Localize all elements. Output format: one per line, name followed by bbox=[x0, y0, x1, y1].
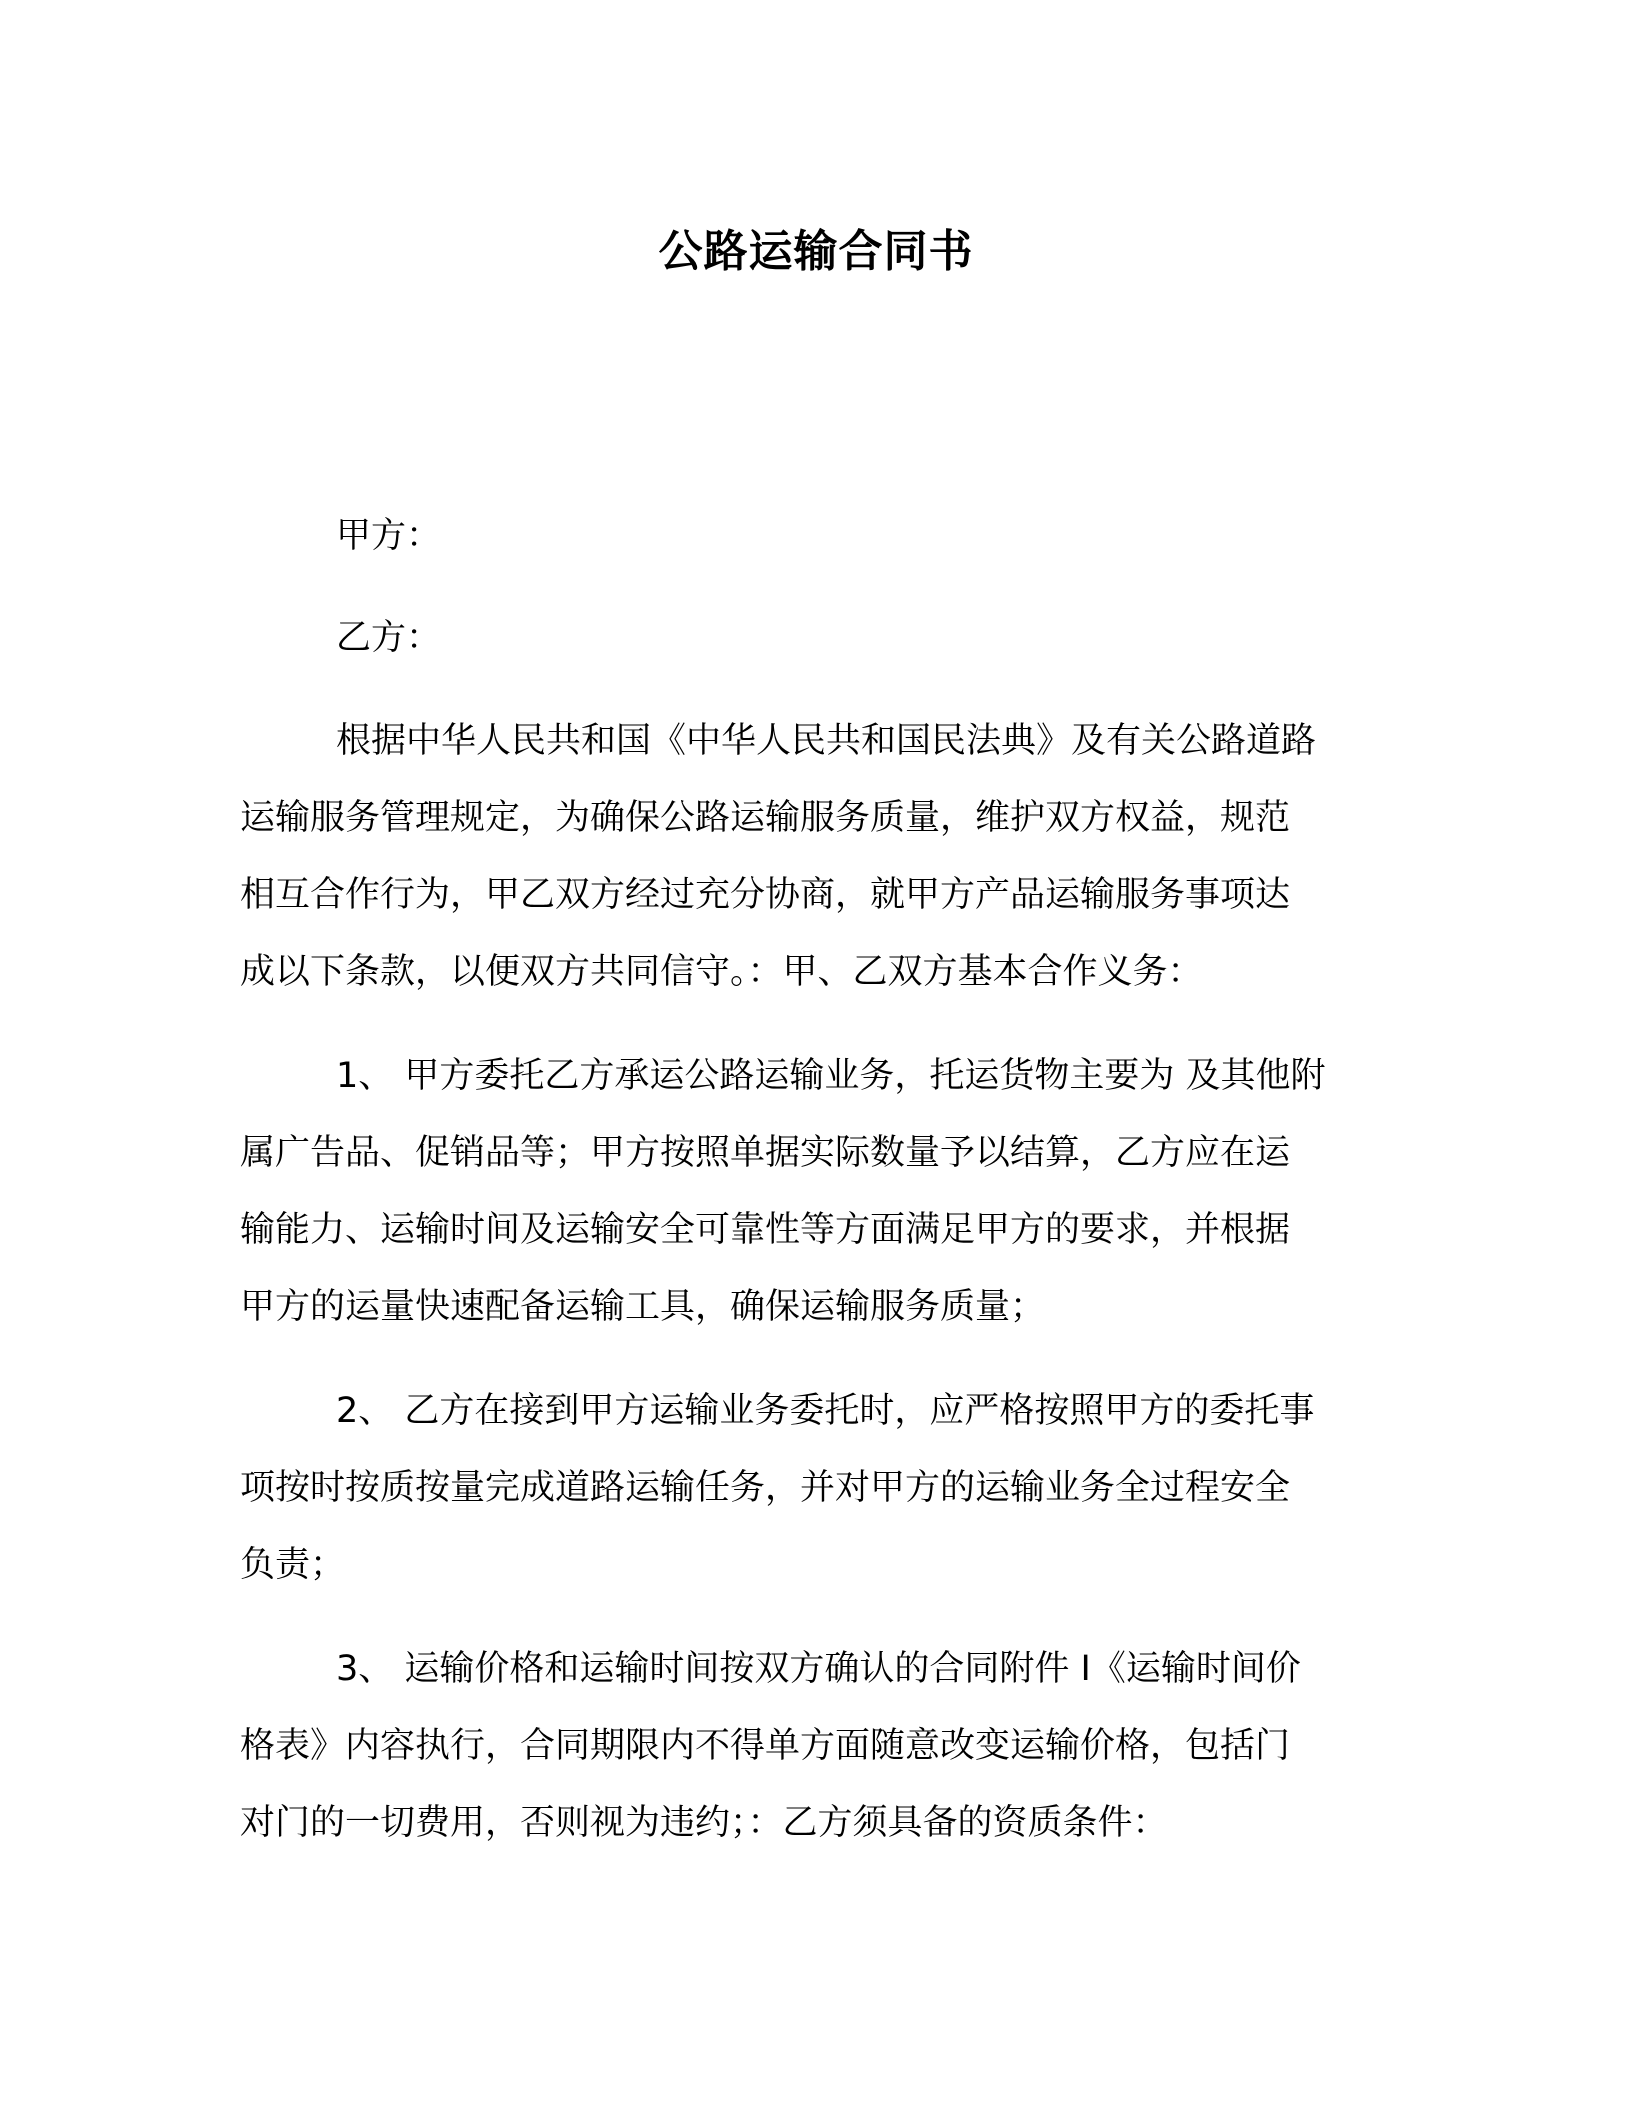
paragraph-2-line-1: 1、 甲方委托乙方承运公路运输业务，托运货物主要为 及其他附 bbox=[336, 1056, 1326, 1096]
paragraph-1-line-2: 运输服务管理规定，为确保公路运输服务质量，维护双方权益，规范 bbox=[240, 798, 1291, 838]
paragraph-3-line-1: 2、 乙方在接到甲方运输业务委托时，应严格按照甲方的委托事 bbox=[336, 1391, 1315, 1431]
paragraph-2-line-3: 输能力、运输时间及运输安全可靠性等方面满足甲方的要求，并根据 bbox=[240, 1210, 1291, 1250]
paragraph-3-line-3: 负责； bbox=[240, 1545, 346, 1585]
paragraph-2-line-4: 甲方的运量快速配备运输工具，确保运输服务质量； bbox=[240, 1287, 1046, 1327]
paragraph-3-line-2: 项按时按质按量完成道路运输任务，并对甲方的运输业务全过程安全 bbox=[240, 1468, 1291, 1508]
paragraph-4-line-1: 3、 运输价格和运输时间按双方确认的合同附件 I《运输时间价 bbox=[336, 1649, 1301, 1689]
party-a-label: 甲方： bbox=[336, 516, 442, 556]
paragraph-1-line-1: 根据中华人民共和国《中华人民共和国民法典》及有关公路道路 bbox=[336, 721, 1317, 761]
paragraph-4-line-2: 格表》内容执行，合同期限内不得单方面随意改变运输价格，包括门 bbox=[240, 1726, 1291, 1766]
document-title: 公路运输合同书 bbox=[658, 226, 974, 277]
paragraph-1-line-4: 成以下条款，以便双方共同信守。：甲、乙双方基本合作义务： bbox=[240, 952, 1203, 992]
party-b-label: 乙方： bbox=[336, 618, 442, 658]
paragraph-1-line-3: 相互合作行为，甲乙双方经过充分协商，就甲方产品运输服务事项达 bbox=[240, 875, 1291, 915]
paragraph-4-line-3: 对门的一切费用，否则视为违约；：乙方须具备的资质条件： bbox=[240, 1803, 1168, 1843]
paragraph-2-line-2: 属广告品、促销品等；甲方按照单据实际数量予以结算，乙方应在运 bbox=[240, 1133, 1291, 1173]
